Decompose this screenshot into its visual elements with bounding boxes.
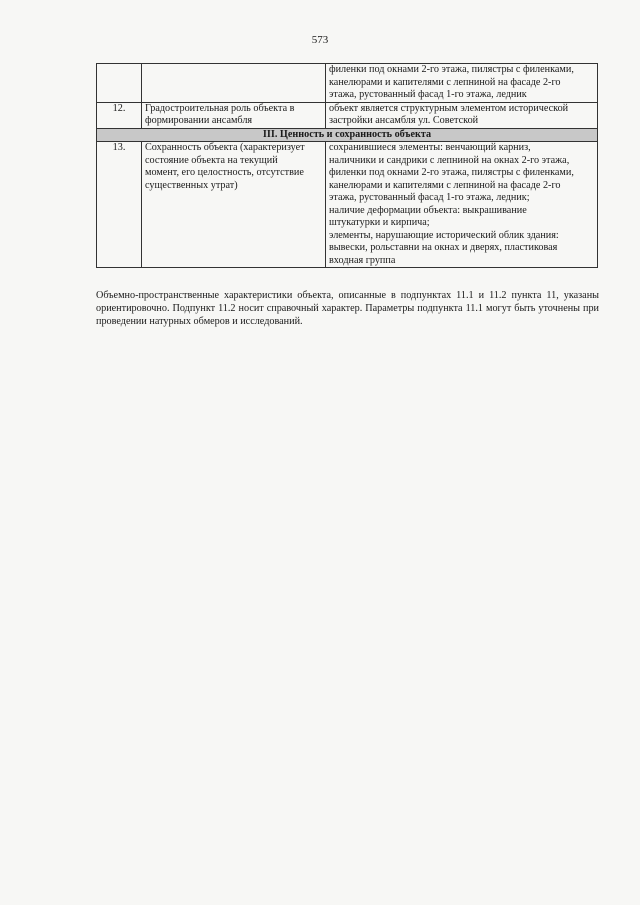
row-label	[142, 102, 326, 128]
content-line: входная группа	[329, 254, 396, 266]
row-number: 12.	[97, 102, 142, 128]
label-line: момент, его целостность, отсутствие	[145, 167, 304, 178]
content-line: филенки под окнами 2-го этажа, пилястры с филенками,	[329, 167, 574, 178]
table-section-row	[97, 128, 598, 142]
content-line: канелюрами и капителями с лепниной на фасаде 2-го	[329, 179, 561, 191]
content-line: сохранившиеся элементы: венчающий карниз,	[329, 142, 531, 153]
content-line: наличники и сандрики с лепниной на окнах 2-го этажа,	[329, 154, 570, 166]
table-row	[97, 102, 598, 128]
page-number: 573	[311, 34, 329, 46]
content-line: этажа, рустованный фасад 1-го этажа, ледник	[329, 89, 527, 100]
content-line: объект является структурным элементом исторической	[329, 102, 569, 114]
label-line: Градостроительная роль объекта в	[145, 102, 295, 114]
row-number	[97, 64, 142, 103]
table-row	[97, 142, 598, 268]
row-content	[326, 64, 598, 103]
footnote-paragraph: Объемно-пространственные характеристики объекта, описанные в подпунктах 11.1 и 11.2 пункта 11, указаны ориентировочно. Подпункт 11.2 носит справочный характер. Параметры подпункта 11.1 могут быть уточнены при проведении натурных обмеров и исследований.	[96, 290, 599, 328]
label-line: существенных утрат)	[145, 179, 238, 191]
content-line: застройки ансамбля ул. Советской	[329, 115, 479, 126]
content-line: штукатурки и кирпича;	[329, 217, 430, 228]
table-row	[97, 64, 598, 103]
row-number: 13.	[97, 142, 142, 268]
content-line: этажа, рустованный фасад 1-го этажа, ледник;	[329, 192, 530, 203]
row-label	[142, 64, 326, 103]
content-line: элементы, нарушающие исторический облик здания:	[329, 229, 559, 241]
label-line: состояние объекта на текущий	[145, 154, 278, 166]
content-line: филенки под окнами 2-го этажа, пилястры с филенками,	[329, 64, 574, 75]
content-line: вывески, рольставни на окнах и дверях, пластиковая	[329, 242, 558, 253]
row-label	[142, 142, 326, 268]
section-heading: III. Ценность и сохранность объекта	[97, 128, 598, 142]
content-line: канелюрами и капителями с лепниной на фасаде 2-го	[329, 76, 561, 88]
label-line: Сохранность объекта (характеризует	[145, 142, 305, 153]
label-line: формировании ансамбля	[145, 115, 253, 126]
object-description-table	[96, 63, 598, 268]
content-line: наличие деформации объекта: выкрашивание	[329, 204, 527, 216]
row-content	[326, 142, 598, 268]
row-content	[326, 102, 598, 128]
